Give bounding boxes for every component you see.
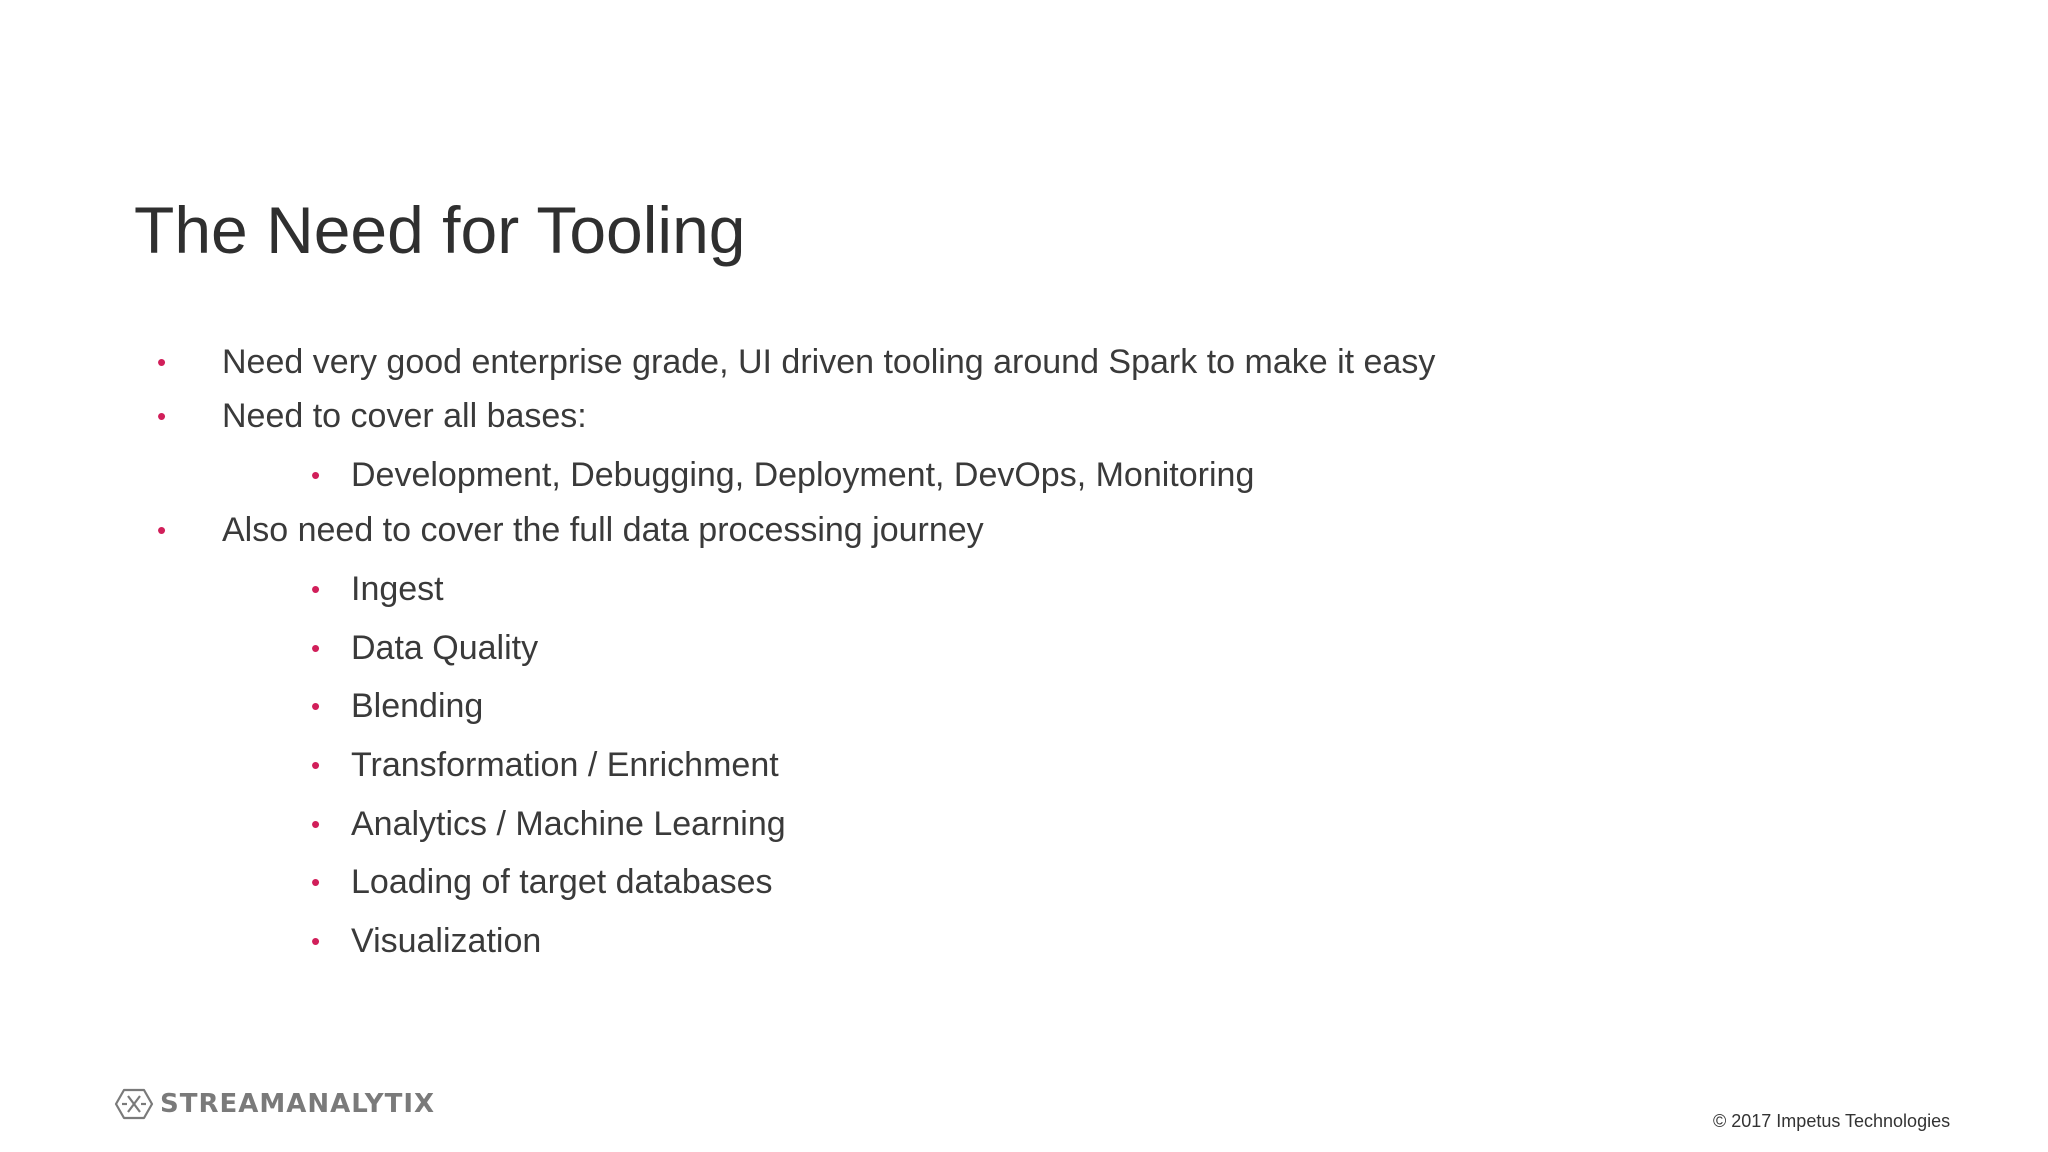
bullet-text: Loading of target databases — [351, 863, 773, 901]
streamanalytix-logo-icon — [114, 1087, 154, 1121]
streamanalytix-logo — [114, 1086, 435, 1122]
bullet-text: Development, Debugging, Deployment, DevOps, Monitoring — [351, 456, 1255, 494]
bullet-marker: • — [311, 574, 321, 604]
bullet-marker: • — [311, 809, 321, 839]
bullet-marker: • — [311, 750, 321, 780]
bullet-text: Data Quality — [351, 629, 539, 667]
bullet-text: Visualization — [351, 922, 542, 960]
bullet-text: Blending — [351, 687, 484, 725]
bullet-marker: • — [311, 460, 321, 490]
bullet-marker: • — [157, 401, 167, 431]
logo-text: STREAMANALYTIX — [160, 1089, 436, 1119]
slide-title: The Need for Tooling — [134, 193, 746, 267]
bullet-text: Transformation / Enrichment — [351, 746, 779, 784]
bullet-text: Also need to cover the full data processing journey — [222, 511, 984, 549]
bullet-text: Analytics / Machine Learning — [351, 805, 786, 843]
copyright-notice: © 2017 Impetus Technologies — [1713, 1111, 1951, 1131]
bullet-text: Need very good enterprise grade, UI driven tooling around Spark to make it easy — [222, 343, 1436, 381]
bullet-text: Ingest — [351, 570, 444, 608]
bullet-marker: • — [311, 633, 321, 663]
bullet-marker: • — [157, 347, 167, 377]
bullet-marker: • — [311, 691, 321, 721]
bullet-marker: • — [311, 867, 321, 897]
bullet-marker: • — [157, 515, 167, 545]
bullet-marker: • — [311, 926, 321, 956]
bullet-text: Need to cover all bases: — [222, 397, 587, 435]
